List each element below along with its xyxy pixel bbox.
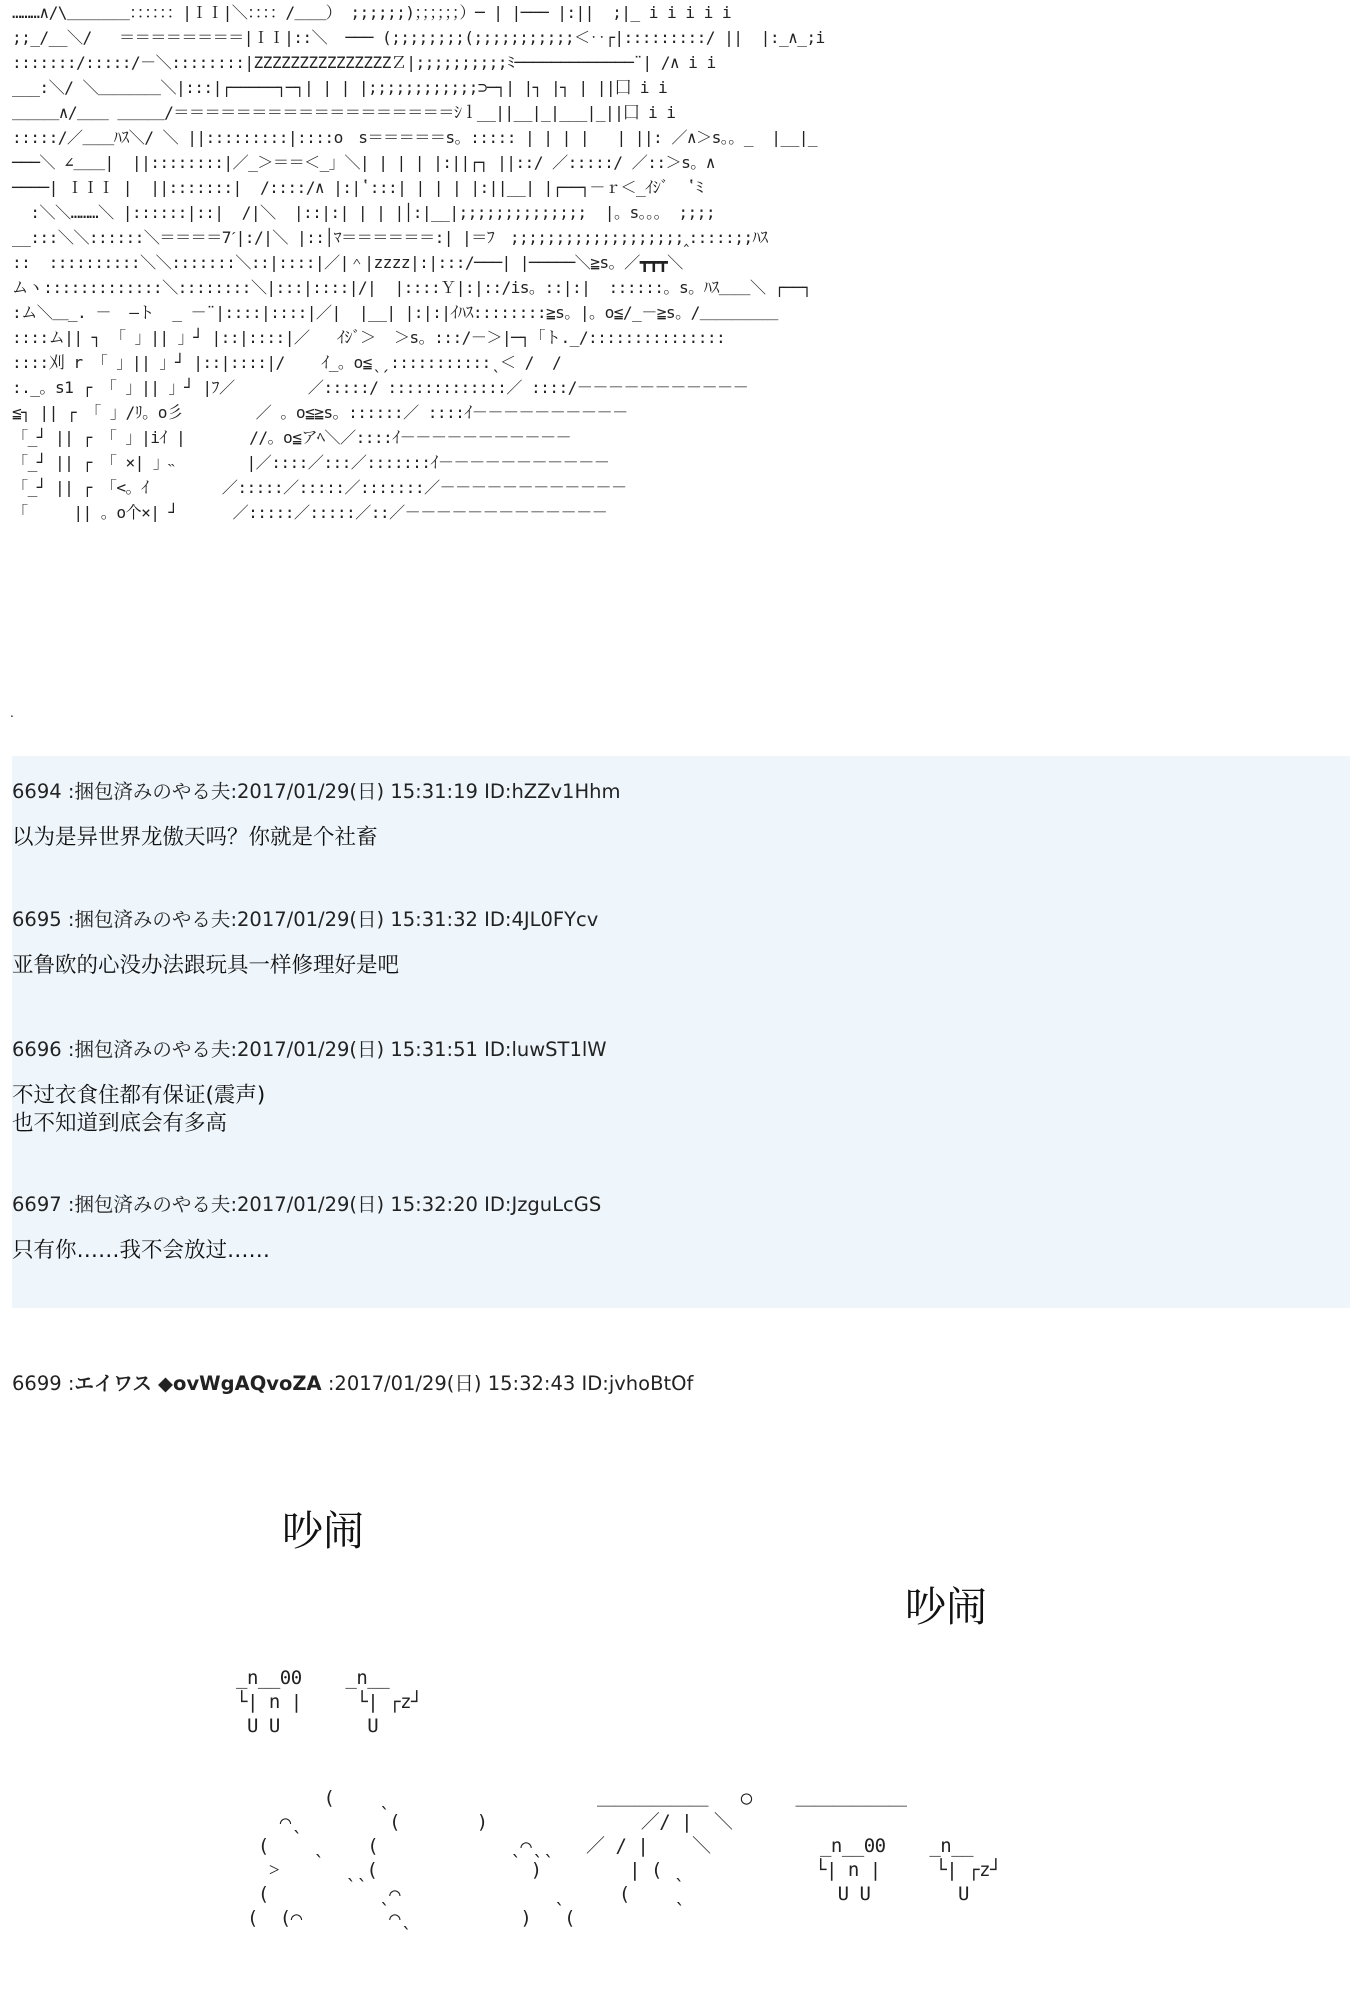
post-body: [12, 1237, 1312, 1265]
post: [12, 1191, 1312, 1265]
post-datetime: :2017/01/29(日) 15:31:32: [230, 908, 478, 931]
post-id: ID:jvhoBtOf: [581, 1372, 694, 1395]
shout-text: 吵闹: [905, 1583, 987, 1631]
bottom-ascii-art: _n__00 _n__ └| n | └| ┌z┘ U U U ( ˎ ＿＿＿＿＿＿ ○ ＿＿＿＿＿＿ ⌒ˎ ( ) ／/ | ＼ ( ˎ ( ˎ⌒ˎˎ ／ / | ＼ _n__00 _n__ ˃ ˎˎ( ) | ( ˎ └| n | └| ┌z┘ ( ˎ⌒ ˎ ( ˎ U U U ( (⌒ ⌒ˎ ) (: [236, 1667, 1002, 1929]
post-author: 捆包済みのやる夫: [74, 780, 231, 803]
post-number[interactable]: 6696: [12, 1038, 62, 1061]
post-id: ID:hZZv1Hhm: [484, 780, 621, 803]
post-colon: :: [67, 1193, 75, 1216]
post-body: [12, 1082, 1312, 1138]
post-colon: :: [67, 780, 75, 803]
post-line: 亚鲁欧的心没办法跟玩具一样修理好是吧: [12, 953, 400, 978]
post-header: [12, 1370, 1312, 1398]
post-header: [12, 1191, 1312, 1219]
post-datetime: :2017/01/29(日) 15:32:43: [327, 1372, 576, 1395]
post-header: [12, 1036, 1312, 1064]
separator-dot: .: [10, 706, 14, 720]
post-colon: :: [67, 1038, 75, 1061]
post-header: [12, 778, 1312, 806]
post: [12, 1036, 1312, 1138]
post-line: 不过衣食住都有保证(震声): [12, 1083, 266, 1108]
post-body: [12, 952, 1312, 980]
post-number[interactable]: 6699: [12, 1372, 62, 1395]
post-number[interactable]: 6697: [12, 1193, 62, 1216]
post-datetime: :2017/01/29(日) 15:32:20: [230, 1193, 478, 1216]
post-line: 也不知道到底会有多高: [12, 1111, 228, 1136]
top-ascii-art: ………∧/\＿＿＿＿：：：：：：|ＩＩ|＼：：：：/＿＿） ;;;;;;)；；；；；；）─ | |─── |:|| ;|_ i i i i i ;;_/__＼/ ＝＝＝＝＝＝＝＝|ＩＩ|::＼ ─── (;;;;;;;;(;;;;;;;;;;;＜‥┌|:::::::::/ || |:_∧_;i :::::::/:::::/－＼::::::::|ZZZZZZZZZZZZZZZＺ|;;;;;;;;;;ﾐ─────────────¨| /∧ i i ___:＼/ ＼＿＿＿＿＼|:::|┌─────┐─┐| | | |;;;;;;;;;;;;⊃─┐| |┐ |┐ | ||囗 i i ＿＿＿∧/＿＿ ＿＿＿/＝＝＝＝＝＝＝＝＝＝＝＝＝＝＝＝＝＝ｼｌ__||__|_|___|_||囗 i i :::::/／＿＿ﾊｽ＼/ ＼ ||:::::::::|::::o s＝＝＝＝＝s。::::: | | | | | ||: ／∧＞s。。_ |__|_ ───＼ ∠＿＿| ||::::::::|／_＞＝＝＜_」＼| | | | |:||┌┐ ||::/ ／:::::/ ／::＞s。∧ ────| ＩＩＩ | ||:::::::| /::::/∧ |:|ʽ:::| | | | |:||__| |┌──┐－ｒ＜_ｲｼﾞ ʽﾐ :＼＼………＼ |::::::|::| /|＼ |::|:| | | |│:|__|;;;;;;;;;;;;;; |。s。。。 ;;;; __:::＼＼::::::＼＝＝＝＝7ˊ|:/|＼ |::│ﾏ＝＝＝＝＝＝:| |＝ﾌ ;;;;;;;;;;;;;;;;;;;‸:::::;;ﾊｽ :: ::::::::::＼＼:::::::＼::|::::|／|＾|zzzz|:|:::/───| |─────＼≧s。／┳┳┳＼ ムヽ:::::::::::::＼::::::::＼|:::|::::|/| |::::Ｙ|:|::/is。::|:| ::::::。s。ﾊｽ＿＿＼ ┌──┐ :ム＼＿_. － —ト _ －¨|::::|::::|／| |__| |:|:|ｲﾊｽ::::::::≧s。|。o≦/_－≧s。/＿＿＿＿＿ ::::ム|| ┐ 「 」|| 」┘ |::|::::|／ ｲｼﾞ＞ ＞s。:::/－＞|─┐「ト._/::::::::::::::: ::::刈 r 「 」|| 」┘ |::|::::|/ ｲ_。o≦ˎˏ:::::::::::ˎ＜ / / :._。s1 ┌ 「 」|| 」┘ |ﾌ／ ／:::::/ :::::::::::::／ ::::/－－－－－－－－－－－ ≦┐ || ┌ 「 」/ﾘ。o彡 ／ 。o≦≧s。::::::／ ::::ｲ－－－－－－－－－－ 「_┘ || ┌ 「 」|iｲ | //。o≦アﾍ＼／::::ｲ－－－－－－－－－－－ 「_┘ || ┌ 「 ×| 」˵ |／::::／:::／:::::::ｲ－－－－－－－－－－－ 「_┘ || ┌ 「<。ｲ ／:::::／:::::／:::::::／－－－－－－－－－－－－ 「 || 。o个×| ┘ ／:::::／:::::／::／－－－－－－－－－－－－－: [12, 3, 825, 522]
post-author: 捆包済みのやる夫: [74, 908, 231, 931]
post-id: ID:luwST1lW: [484, 1038, 607, 1061]
post-author: 捆包済みのやる夫: [74, 1038, 231, 1061]
post-author: エイワス: [74, 1372, 152, 1395]
post-datetime: :2017/01/29(日) 15:31:19: [230, 780, 478, 803]
post-datetime: :2017/01/29(日) 15:31:51: [230, 1038, 478, 1061]
post-header: [12, 906, 1312, 934]
post-number[interactable]: 6694: [12, 780, 62, 803]
post-line: 只有你……我不会放过……: [12, 1238, 271, 1263]
post-colon: :: [67, 908, 75, 931]
shout-text: 吵闹: [282, 1507, 364, 1555]
post-body: [12, 824, 1312, 852]
post: [12, 1370, 1312, 1398]
post-line: 以为是异世界龙傲天吗？你就是个社畜: [12, 825, 378, 850]
post: [12, 778, 1312, 852]
post-tripcode: ◆ovWgAQvoZA: [158, 1372, 322, 1395]
post-number[interactable]: 6695: [12, 908, 62, 931]
post-id: ID:4JL0FYcv: [484, 908, 599, 931]
post: [12, 906, 1312, 980]
post-colon: :: [67, 1372, 75, 1395]
post-author: 捆包済みのやる夫: [74, 1193, 231, 1216]
post-id: ID:JzguLcGS: [484, 1193, 602, 1216]
